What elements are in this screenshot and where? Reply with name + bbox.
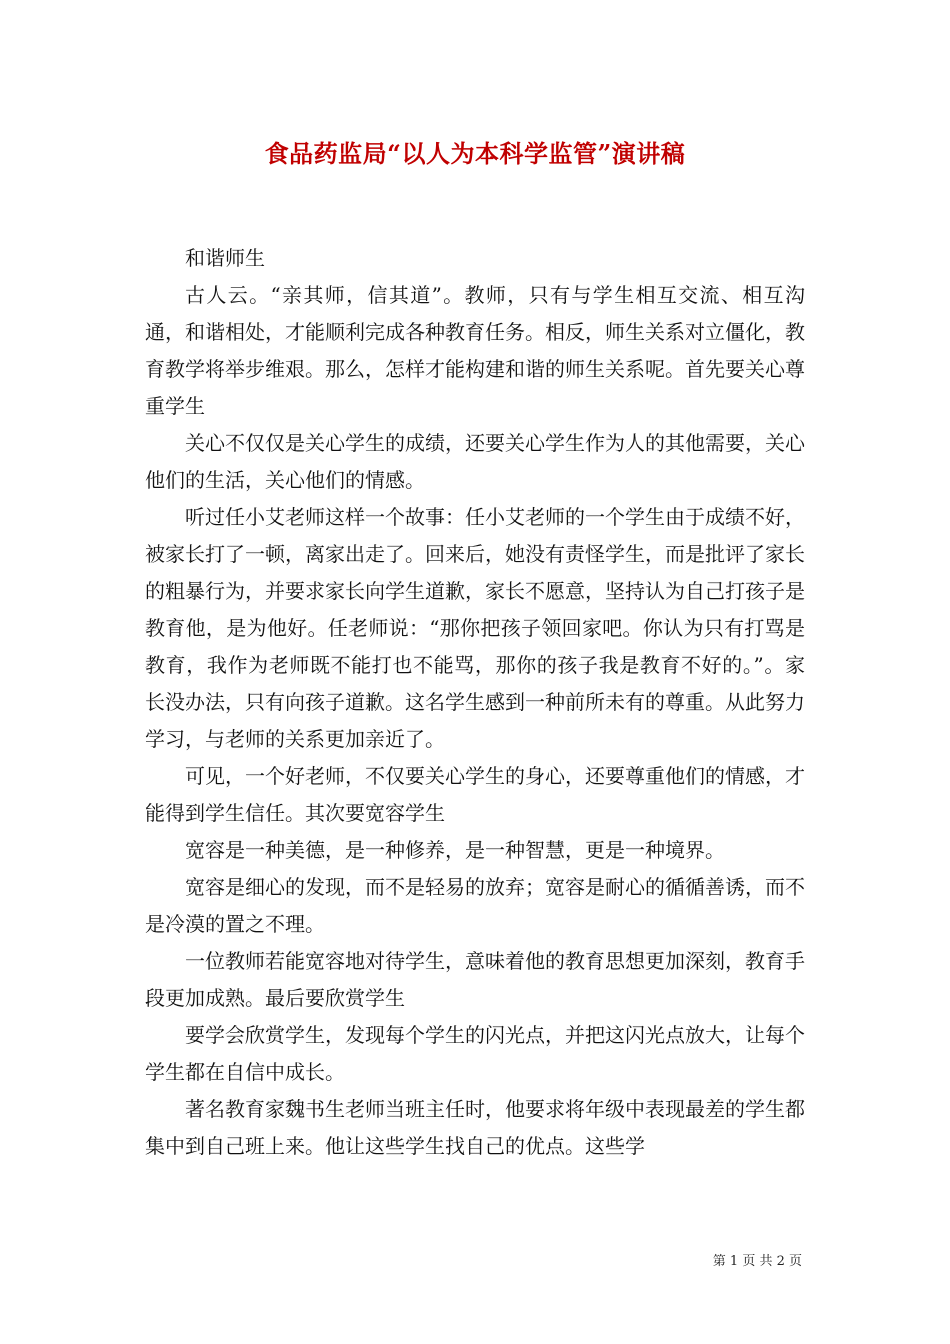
paragraph: 要学会欣赏学生，发现每个学生的闪光点，并把这闪光点放大，让每个学生都在自信中成长。 (145, 1023, 805, 1084)
paragraph: 宽容是细心的发现，而不是轻易的放弃；宽容是耐心的循循善诱，而不是冷漠的置之不理。 (145, 875, 805, 936)
paragraph: 宽容是一种美德，是一种修养，是一种智慧，更是一种境界。 (185, 838, 725, 862)
page-title: 食品药监局“以人为本科学监管”演讲稿 (264, 139, 686, 168)
paragraph: 著名教育家魏书生老师当班主任时，他要求将年级中表现最差的学生都集中到自己班上来。他让这些学生找自己的优点。这些学 (145, 1097, 805, 1158)
page-number-footer: 第 1 页 共 2 页 (712, 1254, 802, 1269)
paragraph: 一位教师若能宽容地对待学生，意味着他的教育思想更加深刻，教育手段更加成熟。最后要欣赏学生 (145, 949, 805, 1010)
paragraph: 听过任小艾老师这样一个故事：任小艾老师的一个学生由于成绩不好，被家长打了一顿，离家出走了。回来后，她没有责怪学生，而是批评了家长的粗暴行为，并要求家长向学生道歉，家长不愿意，坚持认为自己打孩子是教育他，是为他好。任老师说：“那你把孩子领回家吧。你认为只有打骂是教育，我作为老师既不能打也不能骂，那你的孩子我是教育不好的。”。家长没办法，只有向孩子道歉。这名学生感到一种前所未有的尊重。从此努力学习，与老师的关系更加亲近了。 (145, 505, 805, 751)
paragraph: 关心不仅仅是关心学生的成绩，还要关心学生作为人的其他需要，关心他们的生活，关心他们的情感。 (145, 431, 805, 492)
paragraph: 可见，一个好老师，不仅要关心学生的身心，还要尊重他们的情感，才能得到学生信任。其次要宽容学生 (145, 764, 805, 825)
paragraph-section-heading: 和谐师生 (185, 246, 265, 270)
paragraph: 古人云。“亲其师，信其道”。教师，只有与学生相互交流、相互沟通，和谐相处，才能顺利完成各种教育任务。相反，师生关系对立僵化，教育教学将举步维艰。那么，怎样才能构建和谐的师生关系呢。首先要关心尊重学生 (145, 283, 805, 418)
document-body (145, 240, 805, 1165)
